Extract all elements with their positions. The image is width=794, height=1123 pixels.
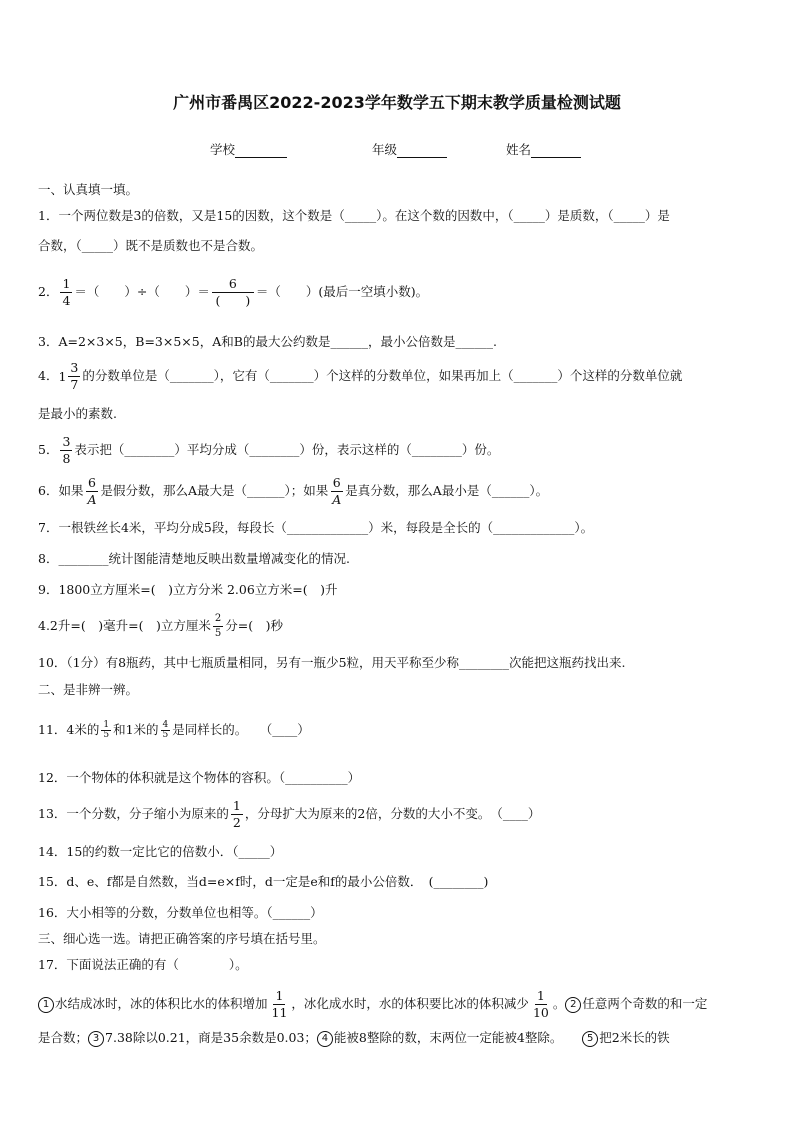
fraction: $\frac{3}{8}$ (62, 433, 71, 466)
option-number-4: 4 (317, 1031, 333, 1047)
section-heading-2: 二、是非辨一辨。 (38, 682, 139, 697)
question-9-line-2 (38, 608, 283, 644)
option-text: 水结成冰时，冰的体积比水的体积增加 (55, 996, 268, 1011)
school-label: 学校 (210, 142, 236, 157)
question-16: 16．大小相等的分数，分数单位也相等。（______） (38, 905, 323, 920)
question-1-line-2: 合数，（_____）既不是质数也不是合数。 (38, 238, 264, 253)
fraction: $\frac{1}{11}$ (271, 987, 288, 1020)
question-14: 14．15的约数一定比它的倍数小．（_____） (38, 844, 283, 859)
grade-label: 年级 (372, 142, 398, 157)
name-label: 姓名 (506, 142, 532, 157)
question-text: 13．一个分数，分子缩小为原来的 (38, 806, 229, 821)
question-text: 的分数单位是（_______），它有（_______）个这样的分数单位，如果再加上（_______）个这样的分数单位就 (82, 368, 683, 383)
question-9-line-1: 9．1800立方厘米=( )立方分米 2.06立方米=( )升 (38, 582, 338, 597)
question-text: 4.2升=( )毫升=( )立方厘米 (38, 618, 211, 633)
option-number-3: 3 (88, 1031, 104, 1047)
option-text: 7.38除以0.21，商是35余数是0.03； (105, 1030, 317, 1045)
question-number: 2． (38, 284, 59, 299)
fraction: $\frac{6}{( )}$ (212, 278, 254, 308)
question-10: 10．（1分）有8瓶药，其中七瓶质量相同，另有一瓶少5粒，用天平称至少称________次能把这瓶药找出来. (38, 655, 626, 670)
question-text: 是同样长的。 （____） (172, 722, 310, 737)
option-text: 是合数； (38, 1030, 89, 1045)
question-15: 15．d、e、f都是自然数，当d=e×f时，d一定是e和f的最小公倍数． (________) (38, 874, 489, 889)
fraction: $\frac{1}{4}$ (62, 275, 71, 308)
question-6 (38, 471, 548, 511)
option-number-1: 1 (38, 997, 54, 1013)
name-blank[interactable] (531, 142, 581, 158)
question-4-line-1 (38, 356, 682, 397)
question-text: 6．如果 (38, 483, 84, 498)
option-text: 任意两个奇数的和一定 (582, 996, 708, 1011)
question-text: 表示把（________）平均分成（________）份，表示这样的（________）份。 (74, 442, 500, 457)
option-number-5: 5 (582, 1031, 598, 1047)
question-2 (38, 272, 428, 312)
question-4-line-2: 是最小的素数. (38, 406, 117, 421)
question-12: 12．一个物体的体积就是这个物体的容积。（__________） (38, 770, 361, 785)
option-text: 把2米长的铁 (599, 1030, 670, 1045)
question-1-line-1: 1．一个两位数是3的倍数，又是15的因数，这个数是（_____）。在这个数的因数中，（_____）是质数，（_____）是 (38, 208, 670, 223)
fraction: $\frac{3}{7}$ (70, 359, 79, 392)
option-text: 能被8整除的数，末两位一定能被4整除。 (333, 1030, 563, 1045)
question-17: 17．下面说法正确的有（ ）。 (38, 957, 248, 972)
question-text: 11．4米的 (38, 722, 100, 737)
fraction: $\frac{6}{A}$ (87, 474, 97, 507)
question-text: 是真分数，那么A最小是（______）。 (345, 483, 549, 498)
question-7: 7．一根铁丝长4米，平均分成5段，每段长（_____________）米，每段是全长的（_____________）。 (38, 520, 594, 535)
option-text: 。 (552, 996, 566, 1011)
question-8: 8．________统计图能清楚地反映出数量增减变化的情况. (38, 551, 350, 566)
option-text: ，冰化成水时，水的体积要比冰的体积减少 (291, 996, 529, 1011)
question-text: ＝（ ）÷（ ）＝ (74, 284, 210, 299)
question-11 (38, 714, 310, 746)
question-text: 是假分数，那么A最大是（______）；如果 (100, 483, 329, 498)
grade-blank[interactable] (397, 142, 447, 158)
question-3: 3．A=2×3×5，B=3×5×5，A和B的最大公约数是______，最小公倍数是______. (38, 334, 497, 349)
question-17-options-line-2 (38, 1030, 670, 1047)
question-text: 分=( )秒 (225, 618, 283, 633)
fraction: $\frac{1}{2}$ (232, 797, 241, 830)
grade-field[interactable] (372, 140, 447, 158)
section-heading-1: 一、认真填一填。 (38, 182, 139, 197)
question-number: 5． (38, 442, 59, 457)
question-text: ，分母扩大为原来的2倍，分数的大小不变。 （____） (244, 806, 541, 821)
mixed-number-whole: 1 (58, 368, 67, 384)
fraction: $\frac{4}{5}$ (162, 720, 169, 740)
fraction: $\frac{1}{5}$ (103, 720, 110, 740)
question-13 (38, 794, 540, 834)
name-field[interactable] (506, 140, 581, 158)
question-text: ＝（ ）(最后一空填小数)。 (255, 284, 429, 299)
fraction: $\frac{2}{5}$ (214, 613, 222, 639)
question-number: 4． (38, 368, 59, 383)
option-number-2: 2 (565, 997, 581, 1013)
fraction: $\frac{6}{A}$ (332, 474, 342, 507)
page-title: 广州市番禺区2022-2023学年数学五下期末教学质量检测试题 (173, 93, 621, 112)
question-text: 和1米的 (113, 722, 159, 737)
section-heading-3: 三、细心选一选。请把正确答案的序号填在括号里。 (38, 931, 326, 946)
school-blank[interactable] (235, 142, 287, 158)
fraction: $\frac{1}{10}$ (532, 987, 549, 1020)
question-5 (38, 430, 499, 470)
school-field[interactable] (210, 140, 287, 158)
question-17-options-line-1 (38, 984, 707, 1024)
